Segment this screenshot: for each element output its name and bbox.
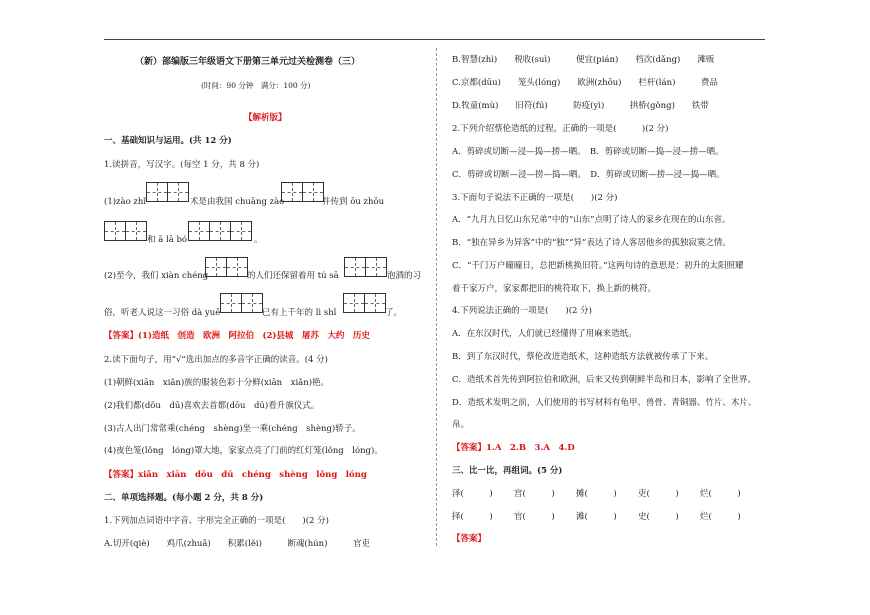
q1-line4-text-c: 了。 bbox=[385, 308, 403, 318]
page-subtitle: (时间：90 分钟 满分：100 分) bbox=[201, 81, 311, 90]
mcq-4: 4.下列说法正确的一项是( )(2 分) bbox=[452, 306, 592, 316]
answer-grid[interactable] bbox=[104, 221, 146, 241]
q1-line4-text-b: 已有上千年的 lì shǐ bbox=[262, 308, 337, 318]
column-divider bbox=[436, 48, 437, 546]
page-title: （新）部编版三年级语文下册第三单元过关检测卷（三） bbox=[135, 57, 361, 67]
mcq-4-option-b: B．到了东汉时代，蔡伦改进造纸术，这种造纸方法就被传承了下来。 bbox=[452, 352, 714, 362]
section-2-heading: 二、单项选择题。(每小题 2 分，共 8 分) bbox=[104, 493, 264, 503]
compare-item: 泽( ) bbox=[452, 489, 493, 499]
compare-item: 宫( ) bbox=[514, 489, 555, 499]
compare-item: 官( ) bbox=[514, 512, 555, 522]
answer-grid[interactable] bbox=[344, 257, 386, 277]
question-1: 1.读拼音，写汉字。(每空 1 分，共 8 分) bbox=[104, 160, 260, 170]
compare-item: 烂( ) bbox=[700, 489, 741, 499]
q1-line1-pinyin-a: (1)zào zhǐ bbox=[104, 197, 147, 207]
q2-item-4: (4)夜色笼(lǒng lóng)罩大地，家家点亮了门前的红灯笼(lǒng lóng)。 bbox=[104, 446, 383, 456]
mcq-3-option-c: C．“千门万户曈曈日，总把新桃换旧符。”这两句诗的意思是：初升的太阳照耀 bbox=[452, 261, 744, 271]
q1-line3-text-b: 的人们还保留着用 tú sā bbox=[247, 271, 339, 281]
answer-grid[interactable] bbox=[343, 293, 385, 313]
answer-grid[interactable] bbox=[146, 182, 188, 202]
q1-answer: 【答案】(1)造纸 创造 欧洲 阿拉伯 (2)县城 屠苏 大约 历史 bbox=[104, 331, 370, 341]
answer-grid[interactable] bbox=[205, 257, 247, 277]
mcq-3: 3.下面句子说法不正确的一项是( )(2 分) bbox=[452, 193, 618, 203]
q2-answer: 【答案】xiǎn xiān dōu dū chéng shèng lǒng lóng bbox=[104, 470, 367, 480]
answer-grid[interactable] bbox=[188, 221, 251, 241]
mcq-4-option-a: A．在东汉时代，人们就已经懂得了用麻来造纸。 bbox=[452, 329, 637, 339]
compare-item: 史( ) bbox=[638, 512, 679, 522]
mcq-1-option-a: A.切开(qiè) 鸡爪(zhuǎ) 积累(lěi) 断魂(hún) 官吏 bbox=[104, 539, 370, 549]
compare-item: 吏( ) bbox=[638, 489, 679, 499]
q1-line4-text-a: 俗，听老人说这一习俗 dà yuē bbox=[104, 308, 221, 318]
compare-item: 摊( ) bbox=[576, 489, 617, 499]
answer-grid[interactable] bbox=[220, 293, 262, 313]
q2-item-1: (1)朝鲜(xiān xiǎn)族的服装色彩十分鲜(xiān xiǎn)艳。 bbox=[104, 378, 330, 388]
mcq-1: 1.下列加点词语中字音、字形完全正确的一项是( )(2 分) bbox=[104, 516, 329, 526]
q1-line1-text-c: 并传到 ōu zhōu bbox=[322, 197, 385, 207]
q1-line2-text-a: 和 ā lā bó bbox=[147, 235, 188, 245]
mcq-3-option-c-cont: 着千家万户，家家都把旧的桃符取下，换上新的桃符。 bbox=[452, 284, 657, 294]
compare-item: 滩( ) bbox=[576, 512, 617, 522]
mcq-1-option-d: D.牧童(mù) 旧符(fú) 防疫(yì) 拱桥(gǒng) 铁带 bbox=[452, 101, 709, 111]
section-3-answer: 【答案】 bbox=[452, 534, 487, 544]
mcq-1-option-b: B.智慧(zhì) 税收(suì) 便宜(pián) 档次(dǎng) 滩贩 bbox=[452, 55, 715, 65]
mcq-4-option-c: C．造纸术首先传到阿拉伯和欧洲，后来又传到朝鲜半岛和日本，影响了全世界。 bbox=[452, 375, 757, 385]
compare-item: 烂( ) bbox=[700, 512, 741, 522]
q1-line3-text-c: 泡酒的习 bbox=[387, 271, 422, 281]
mcq-3-option-b: B．“独在异乡为异客”中的“独”“异”表达了诗人客居他乡的孤独寂寞之情。 bbox=[452, 238, 731, 248]
mcq-2: 2.下列介绍蔡伦造纸的过程，正确的一项是( )(2 分) bbox=[452, 124, 669, 134]
mcq-2-options-cd: C．剪碎或切断—浸—捞—捣—晒。 D．剪碎或切断—捞—浸—捣—晒。 bbox=[452, 170, 725, 180]
q1-line2-text-b: 。 bbox=[254, 235, 263, 245]
mcq-1-option-c: C.京都(dūu) 笼头(lóng) 欧洲(zhōu) 栏杆(lán) 费品 bbox=[452, 78, 718, 88]
edition-badge: 【解析版】 bbox=[244, 113, 287, 123]
answer-grid[interactable] bbox=[281, 182, 323, 202]
mcq-2-options-ab: A．剪碎或切断—浸—捣—捞—晒。 B．剪碎或切断—捣—浸—捞—晒。 bbox=[452, 147, 724, 157]
header-rule bbox=[104, 39, 765, 40]
mcq-3-option-a: A．“九月九日忆山东兄弟”中的“山东”点明了诗人的家乡在现在的山东省。 bbox=[452, 215, 731, 225]
q1-line1-text-b: 术是由我国 chuāng zào bbox=[190, 197, 285, 207]
q1-line3-text-a: (2)至今，我们 xiàn chéng bbox=[104, 271, 209, 281]
section-3-heading: 三、比一比，再组词。(5 分) bbox=[452, 466, 563, 476]
q2-item-3: (3)古人出门常常乘(chéng shèng)坐一乘(chéng shèng)轿子。 bbox=[104, 424, 361, 434]
section-1-heading: 一、基础知识与运用。(共 12 分) bbox=[104, 136, 232, 146]
mcq-4-option-d: D．造纸术发明之前，人们使用的书写材料有龟甲、兽骨、青铜器、竹片、木片、 bbox=[452, 398, 757, 408]
section-2-answer: 【答案】1.A 2.B 3.A 4.D bbox=[452, 443, 575, 453]
mcq-4-option-d-cont: 帛。 bbox=[452, 420, 470, 430]
q2-item-2: (2)我们都(dōu dū)喜欢去首都(dōu dū)看升旗仪式。 bbox=[104, 401, 320, 411]
question-2: 2.读下面句子，用“√”选出加点的多音字正确的读音。(4 分) bbox=[104, 355, 328, 365]
compare-item: 择( ) bbox=[452, 512, 493, 522]
